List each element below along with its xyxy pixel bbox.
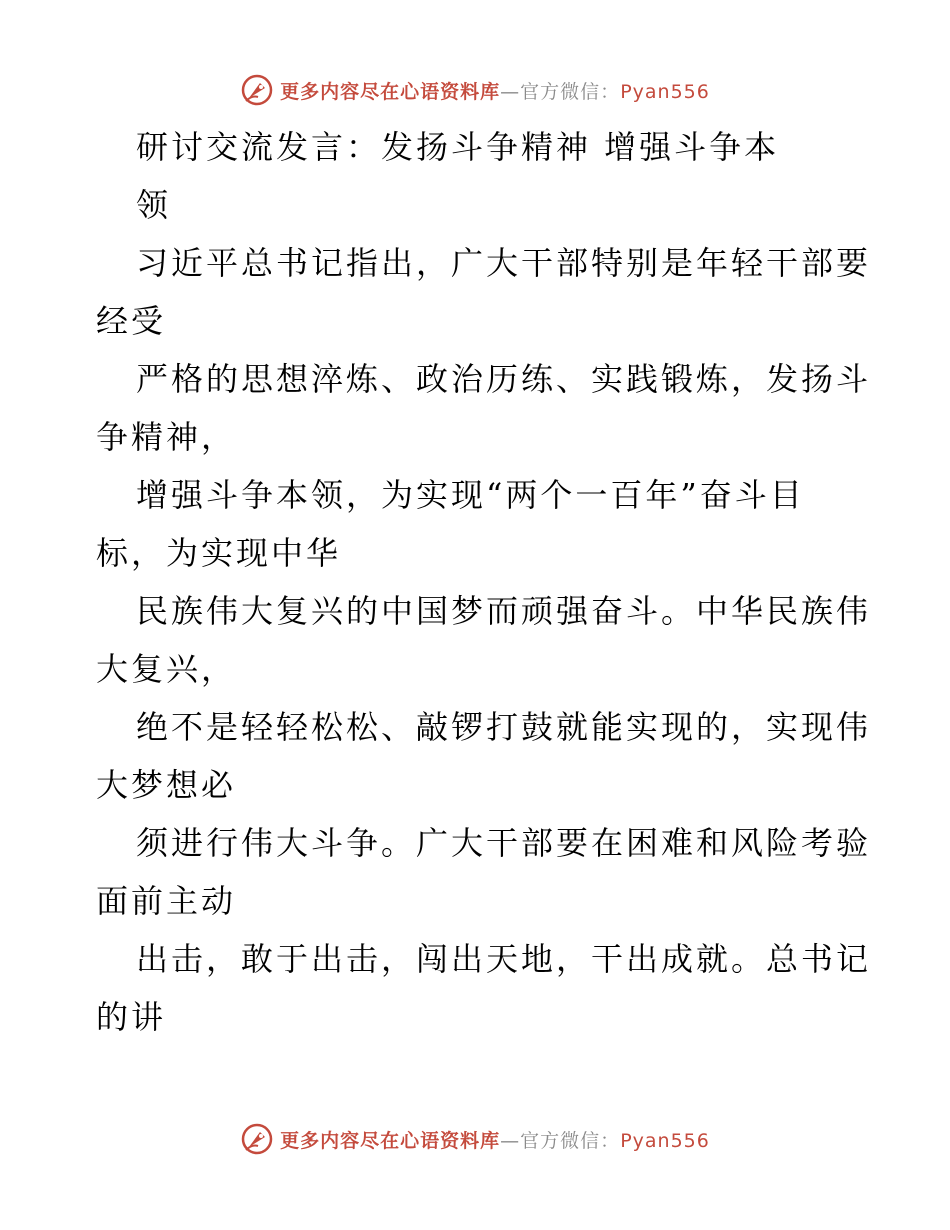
paragraph-line: 绝不是轻轻松松、敲锣打鼓就能实现的，实现伟 [136, 708, 872, 746]
header-banner-text [280, 77, 710, 104]
paragraph-line: 争精神， [96, 418, 237, 456]
header-main-text: 更多内容尽在心语资料库 [280, 80, 501, 103]
paragraph-line: 习近平总书记指出，广大干部特别是年轻干部要 [136, 244, 872, 282]
paragraph-line: 经受 [96, 302, 167, 340]
footer-wechat-label: 官方微信： [520, 1129, 621, 1152]
paragraph-line: 大梦想必 [96, 766, 237, 804]
paragraph-line: 大复兴， [96, 650, 237, 688]
paragraph-line: 标，为实现中华 [96, 534, 342, 572]
pen-nib-logo-icon [240, 1122, 274, 1156]
footer-banner [0, 1119, 950, 1159]
paragraph-line: 的讲 [96, 998, 167, 1036]
header-banner [0, 70, 950, 110]
document-body [96, 118, 872, 1046]
paragraph-line: 增强斗争本领，为实现“两个一百年”奋斗目 [136, 476, 805, 514]
document-title-line-1: 研讨交流发言：发扬斗争精神 增强斗争本 [136, 128, 780, 166]
footer-banner-text [280, 1126, 710, 1153]
paragraph-line: 出击，敢于出击，闯出天地，干出成就。总书记 [136, 940, 872, 978]
footer-main-text: 更多内容尽在心语资料库 [280, 1129, 501, 1152]
paragraph-line: 民族伟大复兴的中国梦而顽强奋斗。中华民族伟 [136, 592, 872, 630]
header-wechat-id: Pyan556 [620, 80, 710, 103]
footer-wechat-id: Pyan556 [620, 1129, 710, 1152]
document-title-line-2: 领 [136, 186, 172, 224]
paragraph-line: 须进行伟大斗争。广大干部要在困难和风险考验 [136, 824, 872, 862]
header-separator: — [500, 80, 521, 103]
header-wechat-label: 官方微信： [520, 80, 621, 103]
footer-separator: — [500, 1129, 521, 1152]
pen-nib-logo-icon [240, 73, 274, 107]
paragraph-line: 面前主动 [96, 882, 237, 920]
paragraph-line: 严格的思想淬炼、政治历练、实践锻炼，发扬斗 [136, 360, 872, 398]
